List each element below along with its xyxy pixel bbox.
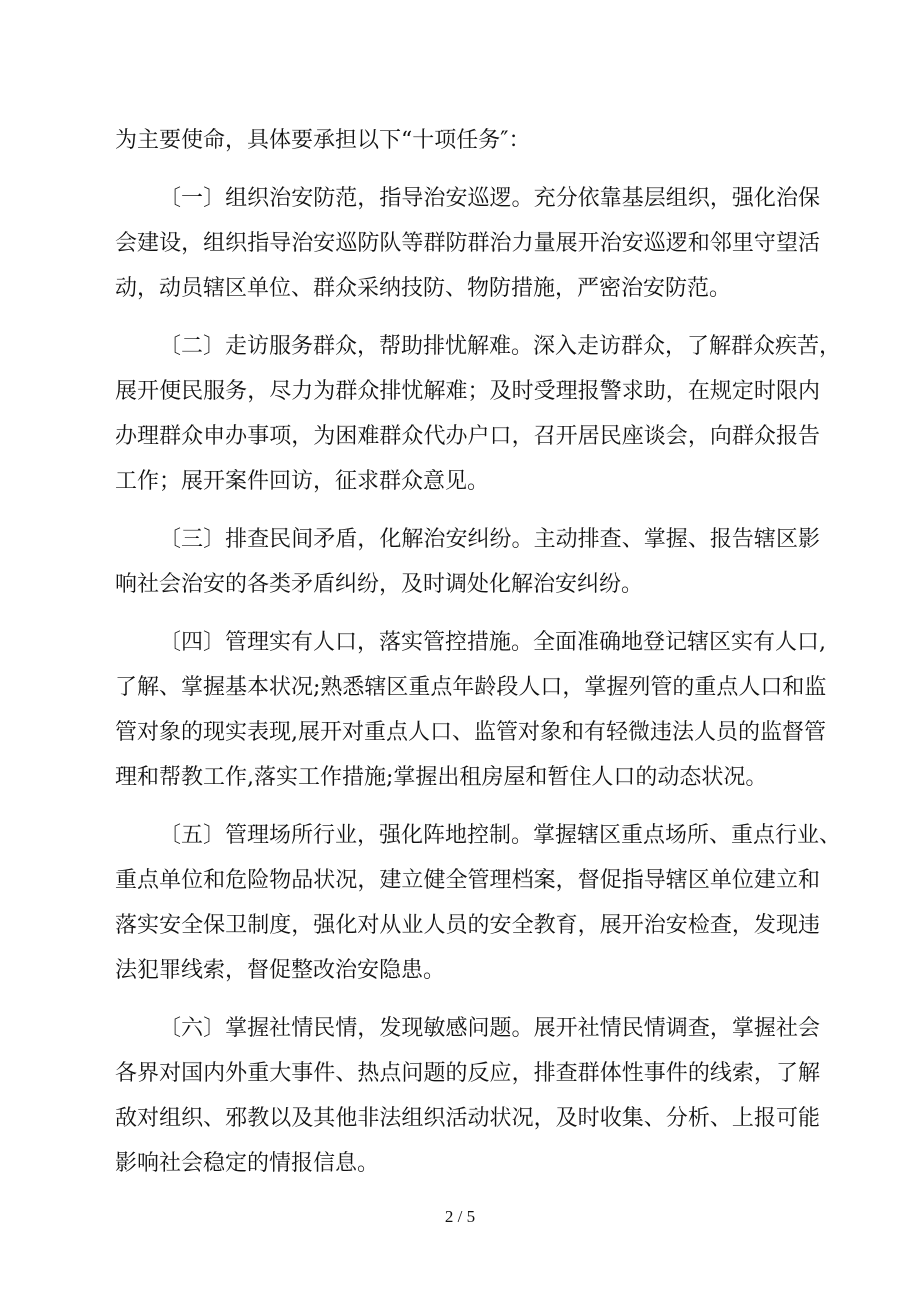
page-number: 2 / 5: [444, 1207, 476, 1226]
paragraph-line: 〔三〕排查民间矛盾，化解治安纠纷。主动排查、掌握、报告辖区影: [159, 527, 820, 552]
paragraph-line: 法犯罪线索，督促整改治安隐患。: [115, 958, 446, 983]
paragraph-4: [115, 620, 827, 800]
paragraph-line: 各界对国内外重大事件、热点问题的反应，排查群体性事件的线索，了解: [115, 1061, 820, 1086]
paragraph-line: 重点单位和危险物品状况，建立健全管理档案，督促指导辖区单位建立和: [115, 868, 820, 893]
paragraph-line: 敌对组织、邪教以及其他非法组织活动状况，及时收集、分析、上报可能: [115, 1106, 820, 1131]
paragraph-line: 工作；展开案件回访，征求群众意见。: [115, 469, 490, 494]
paragraph-line: 响社会治安的各类矛盾纠纷，及时调处化解治安纠纷。: [115, 572, 644, 597]
paragraph-line: 展开便民服务，尽力为群众排忧解难；及时受理报警求助，在规定时限内: [115, 379, 820, 404]
paragraph-line: 管对象的现实表现,展开对重点人口、监管对象和有轻微违法人员的监督管: [115, 720, 826, 745]
paragraph-line: 〔五〕管理场所行业，强化阵地控制。掌握辖区重点场所、重点行业、: [159, 823, 842, 848]
paragraph-line: 会建设，组织指导治安巡防队等群防群治力量展开治安巡逻和邻里守望活: [115, 231, 820, 256]
paragraph-line: 了解、掌握基本状况;熟悉辖区重点年龄段人口，掌握列管的重点人口和监: [115, 675, 827, 700]
paragraph-5: [115, 813, 842, 993]
intro-line: 为主要使命，具体要承担以下“十项任务″：: [115, 128, 531, 153]
paragraph-3: [115, 517, 820, 607]
paragraph-line: 〔六〕掌握社情民情，发现敏感问题。展开社情民情调查，掌握社会: [159, 1016, 820, 1041]
paragraph-1: [115, 176, 820, 311]
paragraph-line: 〔二〕走访服务群众，帮助排忧解难。深入走访群众，了解群众疾苦，: [159, 334, 842, 359]
paragraph-line: 〔四〕管理实有人口，落实管控措施。全面准确地登记辖区实有人口,: [159, 630, 826, 655]
paragraph-2: [115, 324, 842, 504]
paragraph-line: 〔一〕组织治安防范，指导治安巡逻。充分依靠基层组织，强化治保: [159, 186, 820, 211]
paragraph-line: 影响社会稳定的情报信息。: [115, 1151, 380, 1176]
paragraph-line: 动，动员辖区单位、群众采纳技防、物防措施，严密治安防范。: [115, 276, 732, 301]
paragraph-line: 落实安全保卫制度，强化对从业人员的安全教育，展开治安检查，发现违: [115, 913, 820, 938]
paragraph-line: 理和帮教工作,落实工作措施;掌握出租房屋和暂住人口的动态状况。: [115, 765, 768, 790]
document-body: [115, 118, 842, 1199]
paragraph-line: 办理群众申办事项，为困难群众代办户口，召开居民座谈会，向群众报告: [115, 424, 820, 449]
paragraph-6: [115, 1006, 820, 1186]
